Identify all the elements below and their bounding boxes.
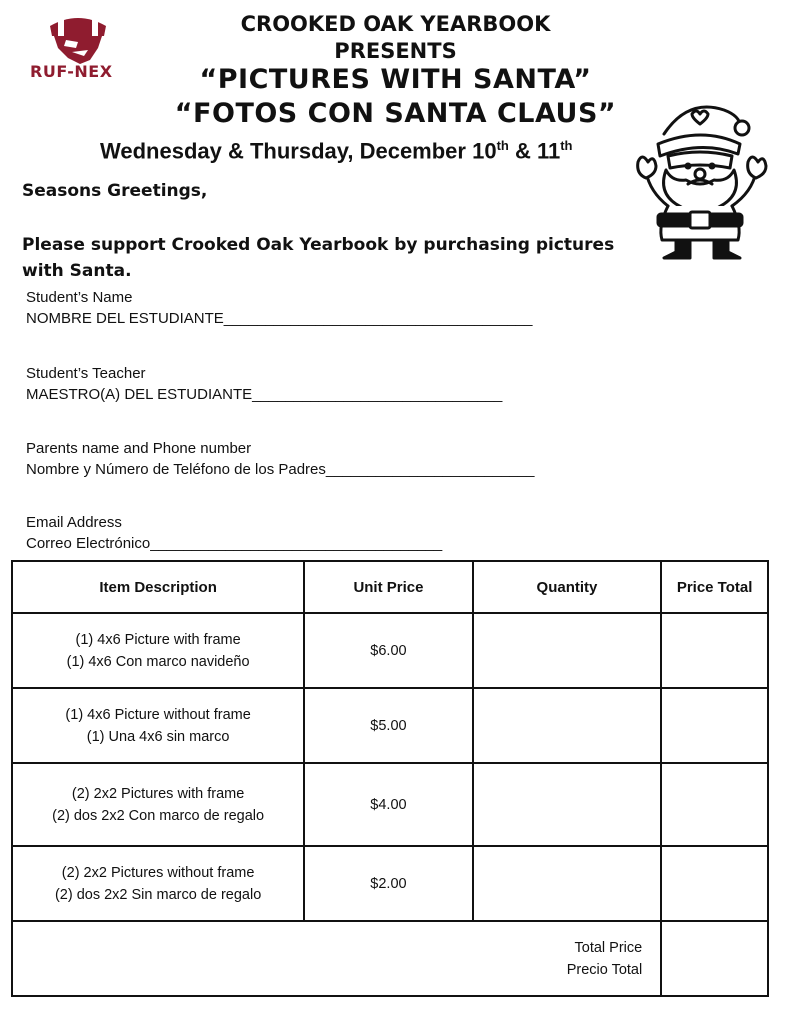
email-label-en: Email Address [26,514,122,531]
item-line-en: (2) 2x2 Pictures with frame [71,785,245,802]
item-line-es: (2) dos 2x2 Con marco de regalo [52,807,265,824]
teacher-label-en: Student’s Teacher [26,365,146,382]
price-total-cell[interactable] [661,763,768,846]
total-label-en: Total Price [574,939,643,956]
teacher-label-es: MAESTRO(A) DEL ESTUDIANTE______________________________ [26,386,503,403]
title-line-3: “PICTURES WITH SANTA” [199,64,592,95]
item-description-cell [12,613,304,688]
parent-label-en: Parents name and Phone number [26,440,252,457]
item-description-cell [12,688,304,763]
header-quantity: Quantity [473,561,662,613]
support-text: Please support Crooked Oak Yearbook by purchasing pictures with Santa. [22,235,615,281]
greeting-text: Seasons Greetings, [22,181,208,201]
total-label-cell [12,921,661,996]
parent-label-es: Nombre y Número de Teléfono de los Padres_________________________ [26,461,535,478]
unit-price-cell: $5.00 [304,688,473,763]
title-line-4: “FOTOS CON SANTA CLAUS” [174,98,617,129]
table-row [12,763,768,846]
title-line-1: CROOKED OAK YEARBOOK [240,12,551,36]
logo-text: RUF-NEX [30,62,113,81]
header-unit-price: Unit Price [304,561,473,613]
event-date [100,138,573,164]
quantity-cell[interactable] [473,846,662,921]
unit-price-cell: $6.00 [304,613,473,688]
email-field[interactable] [26,512,442,554]
quantity-cell[interactable] [473,688,662,763]
price-total-cell[interactable] [661,613,768,688]
date-sup-1: th [496,138,509,153]
item-line-en: (1) 4x6 Picture without frame [65,706,251,723]
email-label-es: Correo Electrónico___________________________________ [26,535,443,552]
item-line-es: (1) 4x6 Con marco navideño [66,653,250,670]
header-item-description: Item Description [12,561,304,613]
item-description-cell [12,763,304,846]
item-line-es: (1) Una 4x6 sin marco [86,728,230,745]
item-line-en: (2) 2x2 Pictures without frame [61,864,255,881]
table-row [12,846,768,921]
date-sup-2: th [560,138,573,153]
student-name-field[interactable] [26,287,532,329]
unit-price-cell: $4.00 [304,763,473,846]
date-mid: & 11 [508,138,561,164]
order-table [11,560,769,997]
price-total-cell[interactable] [661,846,768,921]
total-row [12,921,768,996]
table-header-row [12,561,768,613]
quantity-cell[interactable] [473,763,662,846]
student-name-label-en: Student’s Name [26,289,133,306]
unit-price-cell: $2.00 [304,846,473,921]
item-line-en: (1) 4x6 Picture with frame [75,631,241,648]
item-line-es: (2) dos 2x2 Sin marco de regalo [54,886,262,903]
price-total-cell[interactable] [661,688,768,763]
parent-phone-field[interactable] [26,438,534,480]
table-row [12,613,768,688]
quantity-cell[interactable] [473,613,662,688]
item-description-cell [12,846,304,921]
student-name-label-es: NOMBRE DEL ESTUDIANTE_____________________________________ [26,310,533,327]
table-row [12,688,768,763]
total-label-es: Precio Total [566,961,643,978]
student-teacher-field[interactable] [26,363,502,405]
grand-total-cell[interactable] [661,921,768,996]
header-price-total: Price Total [661,561,768,613]
santa-icon [628,96,776,266]
title-line-2: PRESENTS [334,39,457,63]
date-main: Wednesday & Thursday, December 10 [100,138,497,164]
